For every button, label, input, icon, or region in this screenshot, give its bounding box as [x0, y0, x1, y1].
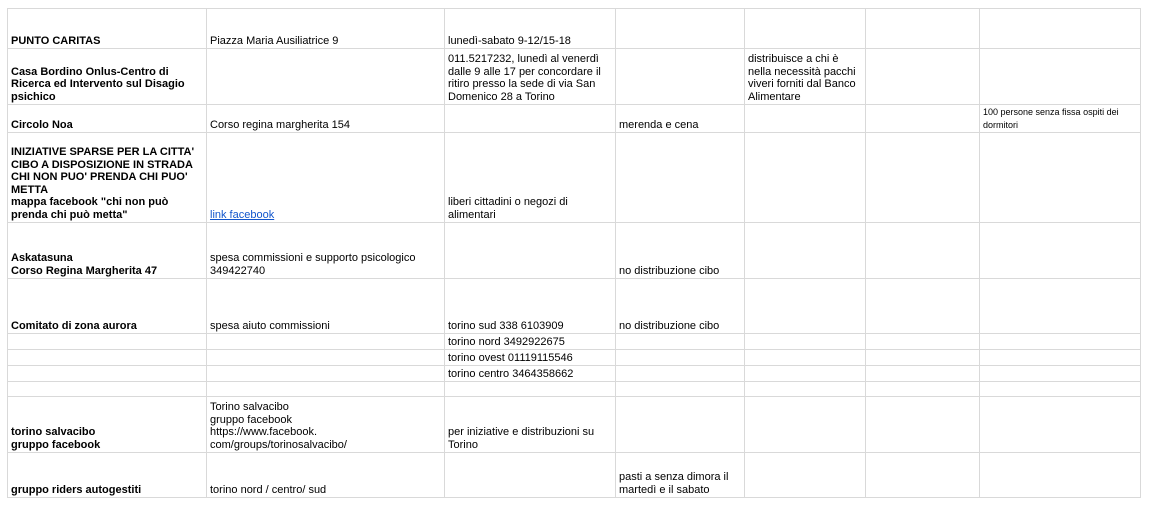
cell-line: martedì e il sabato — [619, 483, 710, 496]
cell[interactable] — [980, 133, 1141, 223]
table-row — [8, 49, 1141, 105]
cell[interactable] — [866, 382, 980, 397]
cell[interactable]: spesa aiuto commissioni — [207, 279, 445, 334]
cell-line: pasti a senza dimora il — [619, 471, 729, 483]
cell[interactable]: gruppo riders autogestiti — [8, 453, 207, 498]
cell[interactable] — [866, 334, 980, 350]
cell[interactable]: torino nord / centro/ sud — [207, 453, 445, 498]
cell[interactable]: merenda e cena — [616, 105, 745, 133]
cell[interactable] — [616, 453, 745, 498]
cell[interactable] — [745, 397, 866, 453]
cell[interactable] — [745, 453, 866, 498]
cell-line: Torino — [448, 438, 478, 451]
cell[interactable] — [866, 105, 980, 133]
table-row — [8, 279, 1141, 334]
cell[interactable] — [980, 453, 1141, 498]
cell[interactable] — [980, 49, 1141, 105]
cell[interactable] — [616, 9, 745, 49]
cell[interactable] — [8, 382, 207, 397]
cell[interactable] — [866, 223, 980, 279]
cell[interactable] — [616, 350, 745, 366]
facebook-link[interactable]: link facebook — [210, 208, 275, 221]
cell[interactable]: lunedì-sabato 9-12/15-18 — [445, 9, 616, 49]
cell-line: gruppo facebook — [11, 438, 101, 451]
cell[interactable] — [445, 382, 616, 397]
cell[interactable]: no distribuzione cibo — [616, 223, 745, 279]
cell[interactable] — [445, 397, 616, 453]
cell[interactable]: 011.5217232, lunedì al venerdì dalle 9 alle 17 per concordare il ritiro presso la sede di via San Domenico 28 a Torino — [445, 49, 616, 105]
table-row — [8, 133, 1141, 223]
table-row — [8, 105, 1141, 133]
cell-line: Askatasuna — [11, 252, 73, 264]
table-row — [8, 453, 1141, 498]
cell[interactable] — [866, 366, 980, 382]
cell[interactable] — [866, 49, 980, 105]
cell[interactable] — [207, 366, 445, 382]
cell[interactable] — [8, 223, 207, 279]
cell-line: torino salvacibo — [11, 426, 96, 438]
cell[interactable]: Casa Bordino Onlus-Centro di Ricerca ed Intervento sul Disagio psichico — [8, 49, 207, 105]
cell[interactable]: PUNTO CARITAS — [8, 9, 207, 49]
cell[interactable] — [745, 350, 866, 366]
table-row — [8, 223, 1141, 279]
cell[interactable] — [866, 133, 980, 223]
cell[interactable] — [866, 279, 980, 334]
cell[interactable] — [745, 334, 866, 350]
cell[interactable] — [745, 382, 866, 397]
cell[interactable] — [980, 334, 1141, 350]
cell[interactable] — [866, 453, 980, 498]
cell[interactable] — [866, 397, 980, 453]
cell[interactable] — [207, 223, 445, 279]
cell[interactable] — [745, 105, 866, 133]
cell-line: spesa commissioni e supporto psicologico — [210, 252, 416, 264]
cell[interactable] — [207, 350, 445, 366]
table-row — [8, 382, 1141, 397]
cell[interactable]: 100 persone senza fissa ospiti dei dormitori — [980, 105, 1141, 133]
cell-line: https://www.facebook. — [210, 426, 317, 438]
table-row — [8, 350, 1141, 366]
cell[interactable] — [8, 350, 207, 366]
cell[interactable] — [8, 133, 207, 223]
cell[interactable]: Comitato di zona aurora — [8, 279, 207, 334]
cell[interactable] — [745, 279, 866, 334]
cell[interactable]: torino nord 3492922675 — [445, 334, 616, 350]
cell[interactable] — [980, 397, 1141, 453]
cell-line: 349422740 — [210, 264, 266, 277]
cell[interactable]: torino ovest 01119115546 — [445, 350, 616, 366]
cell[interactable] — [445, 453, 616, 498]
table-row — [8, 366, 1141, 382]
cell[interactable] — [980, 9, 1141, 49]
cell[interactable]: liberi cittadini o negozi di alimentari — [445, 133, 616, 223]
table-row — [8, 9, 1141, 49]
cell[interactable] — [866, 9, 980, 49]
cell[interactable]: Piazza Maria Ausiliatrice 9 — [207, 9, 445, 49]
spreadsheet-grid — [7, 8, 1141, 498]
cell[interactable] — [445, 105, 616, 133]
cell-line: mappa facebook "chi non può prenda chi può metta" — [11, 196, 169, 221]
cell[interactable]: no distribuzione cibo — [616, 279, 745, 334]
table-row — [8, 334, 1141, 350]
cell[interactable] — [207, 397, 445, 453]
cell[interactable] — [207, 382, 445, 397]
cell[interactable] — [8, 397, 207, 453]
cell[interactable] — [980, 350, 1141, 366]
cell[interactable]: Circolo Noa — [8, 105, 207, 133]
cell-line: INIZIATIVE SPARSE PER LA CITTA' CIBO A DISPOSIZIONE IN STRADA CHI NON PUO' PRENDA CHI PUO' METTA — [11, 146, 195, 196]
cell[interactable] — [616, 334, 745, 350]
cell-line: Corso Regina Margherita 47 — [11, 264, 158, 277]
cell[interactable] — [616, 397, 745, 453]
cell[interactable] — [980, 223, 1141, 279]
cell[interactable] — [980, 366, 1141, 382]
cell[interactable] — [745, 9, 866, 49]
cell[interactable] — [616, 382, 745, 397]
cell[interactable] — [745, 366, 866, 382]
cell[interactable] — [207, 334, 445, 350]
cell[interactable] — [445, 223, 616, 279]
cell[interactable]: distribuisce a chi è nella necessità pacchi viveri forniti dal Banco Alimentare — [745, 49, 866, 105]
cell[interactable] — [980, 382, 1141, 397]
cell[interactable] — [616, 49, 745, 105]
cell[interactable] — [207, 133, 445, 223]
cell[interactable] — [745, 223, 866, 279]
cell[interactable] — [866, 350, 980, 366]
cell[interactable] — [980, 279, 1141, 334]
cell[interactable] — [616, 366, 745, 382]
cell[interactable] — [8, 366, 207, 382]
cell-line: Torino salvacibo — [210, 401, 289, 413]
cell[interactable]: torino sud 338 6103909 — [445, 279, 616, 334]
cell[interactable] — [207, 49, 445, 105]
cell[interactable]: Corso regina margherita 154 — [207, 105, 445, 133]
cell[interactable]: torino centro 3464358662 — [445, 366, 616, 382]
cell-line: per iniziative e distribuzioni su — [448, 426, 595, 438]
cell-line: com/groups/torinosalvacibo/ — [210, 438, 347, 451]
cell[interactable] — [616, 133, 745, 223]
cell-line: gruppo facebook — [210, 413, 292, 426]
cell[interactable] — [745, 133, 866, 223]
table-row — [8, 397, 1141, 453]
cell[interactable] — [8, 334, 207, 350]
